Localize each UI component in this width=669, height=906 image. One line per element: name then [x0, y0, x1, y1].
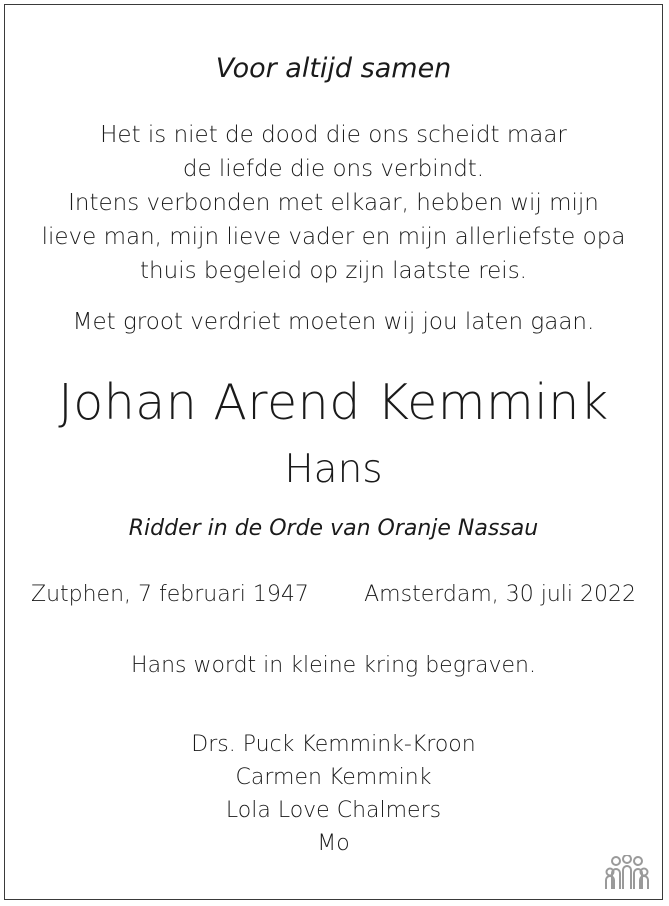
honor-title: Ridder in de Orde van Oranje Nassau [128, 516, 539, 541]
funeral-note: Hans wordt in kleine kring begraven. [131, 653, 536, 678]
family-member: Mo [317, 831, 350, 856]
family-member: Lola Love Chalmers [225, 798, 442, 823]
birth-place-date: Zutphen, 7 februari 1947 [31, 582, 309, 607]
deceased-nickname: Hans [284, 447, 383, 492]
poem-line: Intens verbonden met elkaar, hebben wij mijn [68, 190, 599, 216]
poem [5, 118, 662, 288]
poem-line: lieve man, mijn lieve vader en mijn allerliefste opa [41, 224, 626, 250]
family-member: Carmen Kemmink [235, 765, 432, 790]
motto: Voor altijd samen [215, 53, 452, 84]
poem-line: Het is niet de dood die ons scheidt maar [100, 122, 567, 148]
poem-line: de liefde die ons verbindt. [182, 156, 485, 182]
obituary-card [4, 4, 663, 900]
people-group-icon [602, 855, 652, 891]
poem-line: thuis begeleid op zijn laatste reis. [140, 258, 527, 284]
family-list [5, 728, 662, 860]
family-member: Drs. Puck Kemmink-Kroon [191, 732, 476, 757]
deceased-full-name: Johan Arend Kemmink [58, 374, 609, 431]
death-place-date: Amsterdam, 30 juli 2022 [364, 582, 636, 607]
grief-line: Met groot verdriet moeten wij jou laten gaan. [72, 309, 595, 335]
